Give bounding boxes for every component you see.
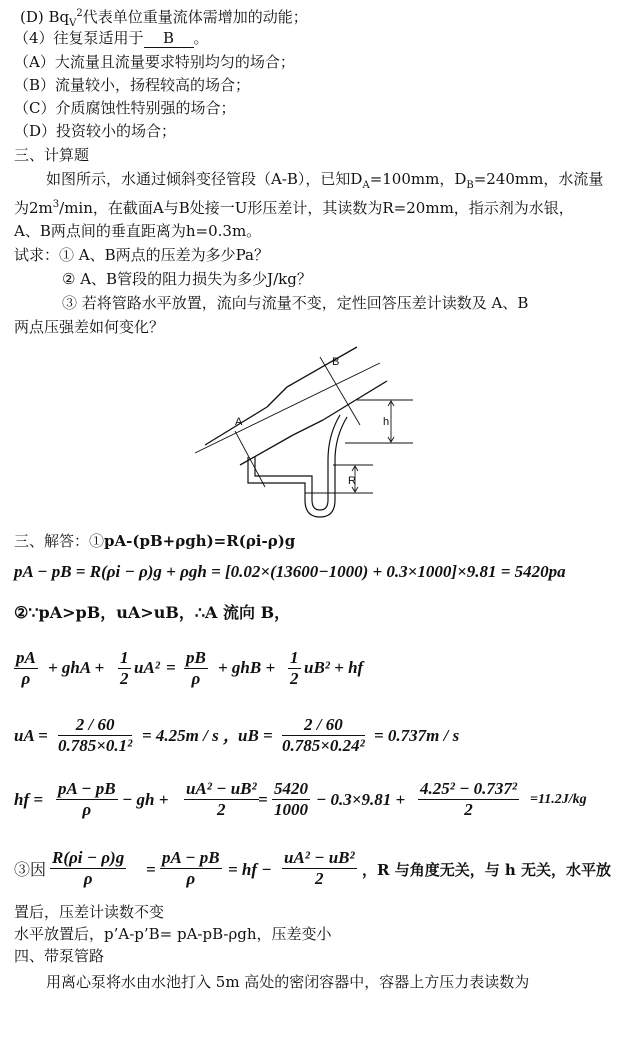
section-4-text: 用离心泵将水由水池打入 5m 高处的密闭容器中，容器上方压力表读数为 bbox=[46, 973, 530, 991]
section-b-line bbox=[320, 357, 360, 425]
hf-fraction-2: uA² − uB² 2 bbox=[186, 779, 257, 819]
pipe-centerline bbox=[195, 363, 380, 453]
solution-heading: 三、解答：①pA-(pB+ρgh)=R(ρi-ρ)g bbox=[14, 532, 296, 550]
ask-1: 试求：① A、B两点的压差为多少Pa？ bbox=[14, 246, 270, 264]
half-fraction: 1 2 bbox=[120, 648, 129, 688]
problem-line-1: 如图所示，水通过倾斜变径管段（A-B），已知$D_A=100mm$，$D_B=240mm$，水流量 bbox=[46, 170, 604, 191]
s3-fraction-3: uA² − uB² 2 bbox=[284, 848, 355, 888]
step-1-equation: pA-(pB+ρgh)=R(ρi-ρ)g bbox=[104, 532, 296, 550]
s3-line-3: 水平放置后，p’A-p’B= pA-pB-ρgh，压差变小 bbox=[14, 925, 332, 943]
ask-3: ③ 若将管路水平放置，流向与流量不变，定性回答压差计读数及 A、B bbox=[62, 294, 529, 312]
label-r: R bbox=[348, 475, 356, 487]
label-h: h bbox=[383, 416, 390, 428]
hf-fraction-4: 4.25² − 0.737² 2 bbox=[420, 779, 517, 819]
option-d-kinetic-energy: (D) $Bq_V^2$代表单位重量流体需增加的动能； bbox=[20, 8, 308, 29]
section-4-heading: 四、带泵管路 bbox=[14, 947, 105, 965]
s3-conclusion: ，R 与角度无关，与 h 无关，水平放 bbox=[362, 861, 612, 879]
ub-fraction: 2 / 60 0.785×0.24² bbox=[282, 715, 365, 755]
question-4: （4）往复泵适用于 B 。 bbox=[14, 29, 209, 47]
option-b: （B）流量较小，扬程较高的场合； bbox=[14, 76, 251, 94]
bernoulli-rhs-fraction: pB ρ bbox=[186, 648, 206, 688]
ua-fraction: 2 / 60 0.785×0.1² bbox=[58, 715, 133, 755]
bernoulli-lhs-fraction: pA ρ bbox=[16, 648, 36, 688]
problem-line-2: 为$2m^3/\min$，在截面A与B处接一U形压差计，其读数为R=20mm，指示剂为水银， bbox=[14, 199, 574, 217]
step-2-flow-direction: ②∵pA>pB，uA>uB，∴A 流向 B， bbox=[14, 603, 291, 622]
s3-fraction-2: pA − pB ρ bbox=[162, 848, 220, 888]
s3-line-2: 置后，压差计读数不变 bbox=[14, 903, 165, 921]
ask-2: ② A、B管段的阻力损失为多少J/kg？ bbox=[62, 270, 312, 288]
section-3-heading: 三、计算题 bbox=[14, 146, 90, 164]
s3-fraction-1: R(ρi − ρ)g ρ bbox=[52, 848, 125, 888]
problem-line-3: A、B两点间的垂直距离为h=0.3m。 bbox=[14, 222, 262, 240]
label-a: A bbox=[235, 416, 243, 428]
option-d: （D）投资较小的场合； bbox=[14, 122, 177, 140]
option-a: （A）大流量且流量要求特别均匀的场合； bbox=[14, 53, 295, 71]
ask-3-cont: 两点压强差如何变化？ bbox=[14, 318, 165, 336]
half-fraction-2: 1 2 bbox=[290, 648, 299, 688]
label-b: B bbox=[332, 356, 340, 368]
section-a-line bbox=[235, 431, 265, 487]
step-1-calculation: pA − pB = R(ρi − ρ)g + ρgh = [0.02×(13600−1000) + 0.3×1000]×9.81 = 5420pa bbox=[14, 562, 566, 581]
hf-fraction-3: 5420 1000 bbox=[274, 779, 308, 819]
option-c: （C）介质腐蚀性特别强的场合； bbox=[14, 99, 236, 117]
u-tube-figure bbox=[195, 345, 435, 525]
answer-blank: B bbox=[144, 30, 194, 48]
hf-fraction-1: pA − pB ρ bbox=[58, 779, 116, 819]
